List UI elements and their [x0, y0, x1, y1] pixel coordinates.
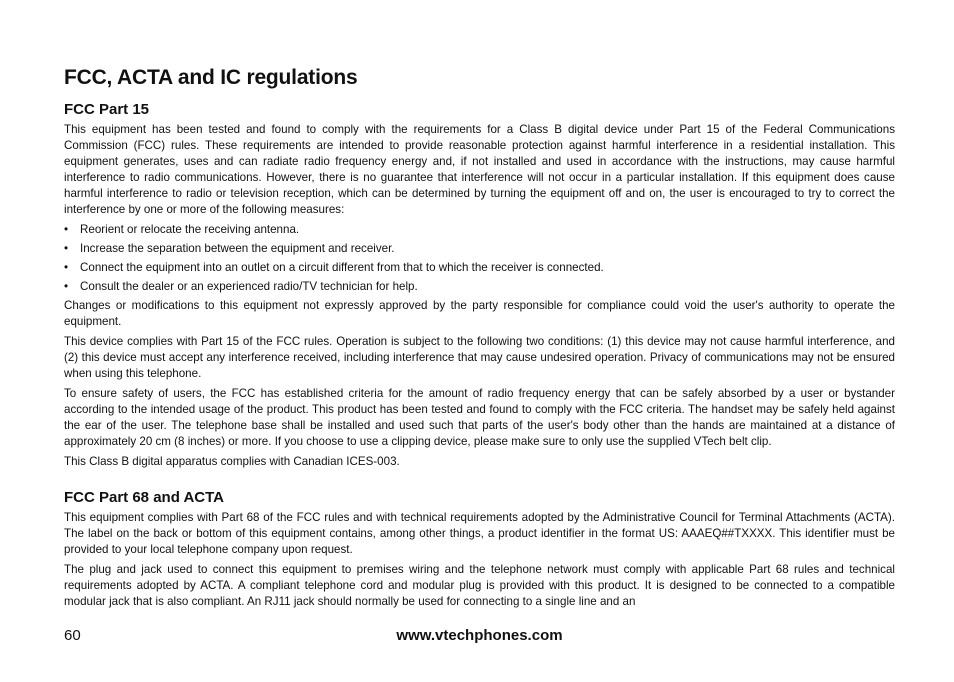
paragraph-complies-part-68: This equipment complies with Part 68 of the FCC rules and with technical requirements adopted by the Administrative Council for Terminal Attachments (ACTA). The label on the back or bottom of this equipment contains, among other things, a product identifier in the format US: AAAEQ##TXXXX. This identifier must be provided to your local telephone company upon request. — [64, 511, 895, 556]
list-item — [64, 222, 895, 238]
document-page — [64, 64, 895, 614]
page-title: FCC, ACTA and IC regulations — [64, 66, 358, 89]
footer-url: www.vtechphones.com — [396, 627, 563, 644]
bullet-icon: • — [64, 223, 69, 236]
list-item-text: Reorient or relocate the receiving antenna. — [80, 223, 300, 236]
section-heading-fcc-part-15: FCC Part 15 — [64, 101, 150, 118]
bullet-icon: • — [64, 242, 69, 255]
paragraph-class-b: This Class B digital apparatus complies with Canadian ICES-003. — [64, 455, 400, 468]
list-item — [64, 260, 895, 276]
paragraph-complies-part-15: This device complies with Part 15 of the FCC rules. Operation is subject to the following two conditions: (1) this device may not cause harmful interference, and (2) this device must accept any interference received, including interference that may cause undesired operation. Privacy of communications may not be ensured when using this telephone. — [64, 335, 895, 380]
section-heading-fcc-part-68: FCC Part 68 and ACTA — [64, 489, 225, 506]
page-footer — [64, 627, 895, 647]
paragraph-intro: This equipment has been tested and found to comply with the requirements for a Class B digital device under Part 15 of the Federal Communications Commission (FCC) rules. These requirements are intended to provide reasonable protection against harmful interference in a residential installation. This equipment generates, uses and can radiate radio frequency energy and, if not installed and used in accordance with the instructions, may cause harmful interference to radio communications. However, there is no guarantee that interference will not occur in a particular installation. If this equipment does cause harmful interference to radio or television reception, which can be determined by turning the equipment off and on, the user is encouraged to try to correct the interference by one or more of the following measures: — [64, 123, 895, 216]
list-item — [64, 241, 895, 257]
paragraph-changes: Changes or modifications to this equipment not expressly approved by the party responsible for compliance could void the user's authority to operate the equipment. — [64, 299, 895, 328]
paragraph-plug-jack: The plug and jack used to connect this equipment to premises wiring and the telephone network must comply with applicable Part 68 rules and technical requirements adopted by ACTA. A compliant telephone cord and modular plug is provided with this product. It is designed to be connected to a compatible modular jack that is also compliant. An RJ11 jack should normally be used for connecting to a single line and an — [64, 563, 895, 608]
list-item — [64, 279, 895, 295]
page-number: 60 — [64, 627, 81, 644]
measures-list — [64, 222, 895, 295]
bullet-icon: • — [64, 261, 69, 274]
list-item-text: Connect the equipment into an outlet on a circuit different from that to which the receiver is connected. — [80, 261, 604, 274]
list-item-text: Consult the dealer or an experienced radio/TV technician for help. — [80, 280, 418, 293]
bullet-icon: • — [64, 280, 69, 293]
list-item-text: Increase the separation between the equipment and receiver. — [80, 242, 395, 255]
paragraph-safety: To ensure safety of users, the FCC has established criteria for the amount of radio frequency energy that can be safely absorbed by a user or bystander according to the intended usage of the product. This product has been tested and found to comply with the FCC criteria. The handset may be safely held against the ear of the user. The telephone base shall be installed and used such that parts of the user's body other than the hands are maintained at a distance of approximately 20 cm (8 inches) or more. If you choose to use a clipping device, please make sure to only use the supplied VTech belt clip. — [64, 387, 895, 448]
